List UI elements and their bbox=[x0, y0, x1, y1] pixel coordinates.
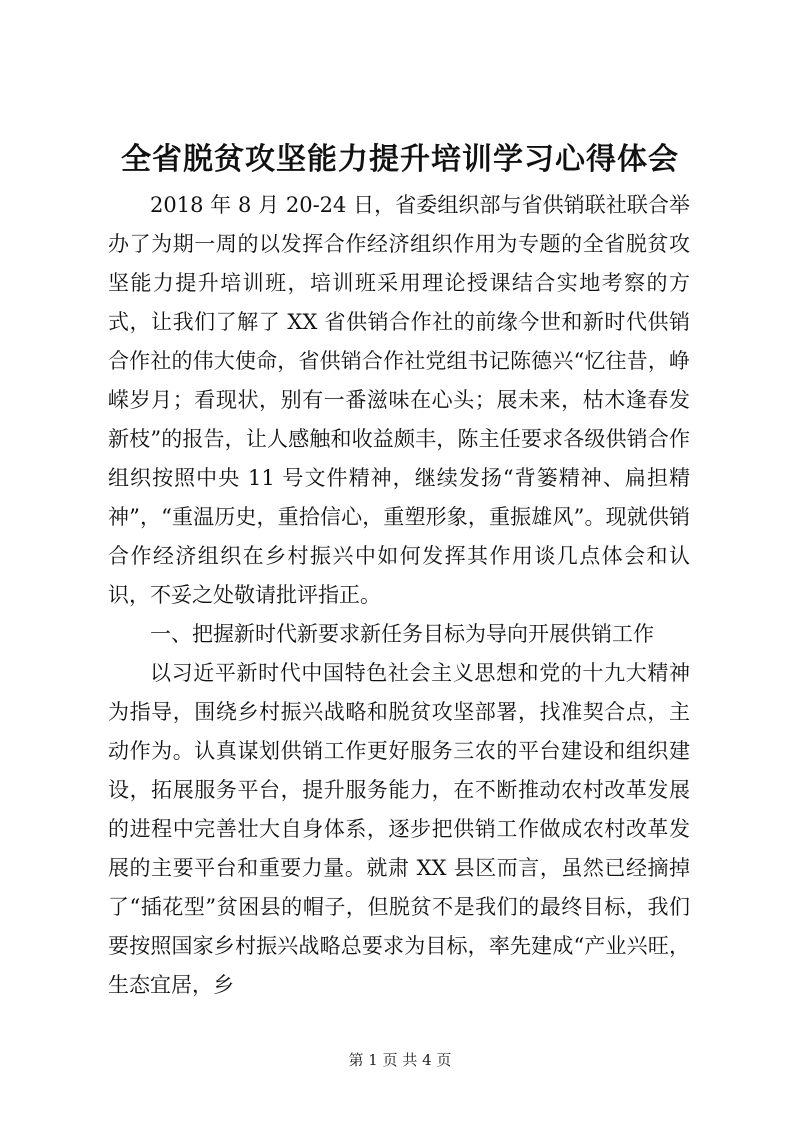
document-title: 全省脱贫攻坚能力提升培训学习心得体会 bbox=[121, 142, 679, 177]
intro-paragraph: 2018 年 8 月 20-24 日，省委组织部与省供销联社联合举办了为期一周的以发挥合作经济组织作用为专题的全省脱贫攻坚能力提升培训班，培训班采用理论授课结合实地考察的方式，让我们了解了 XX 省供销合作社的前缘今世和新时代供销合作社的伟大使命，省供销合作社党组书记陈德兴“忆往昔，峥嵘岁月；看现状，别有一番滋味在心头；展未来，枯木逢春发新枝”的报告，让人感触和收益颇丰，陈主任要求各级供销合作组织按照中央 11 号文件精神，继续发扬“背篓精神、扁担精神”，“重温历史，重拾信心，重塑形象，重振雄风”。现就供销合作经济组织在乡村振兴中如何发挥其作用谈几点体会和认识，不妥之处敬请批评指正。 bbox=[108, 193, 690, 607]
section-heading: 一、把握新时代新要求新任务目标为导向开展供销工作 bbox=[150, 622, 654, 646]
page-footer: 第 1 页 共 4 页 bbox=[348, 1051, 452, 1069]
section-paragraph: 以习近平新时代中国特色社会主义思想和党的十九大精神为指导，围绕乡村振兴战略和脱贫攻坚部署，找准契合点，主动作为。认真谋划供销工作更好服务三农的平台建设和组织建设，拓展服务平台，提升服务能力，在不断推动农村改革发展的进程中完善壮大自身体系，逐步把供销工作做成农村改革发展的主要平台和重要力量。就肃 XX 县区而言，虽然已经摘掉了“插花型”贫困县的帽子，但脱贫不是我们的最终目标，我们要按照国家乡村振兴战略总要求为目标，率先建成“产业兴旺，生态宜居，乡 bbox=[108, 661, 690, 997]
document-body bbox=[108, 186, 690, 1005]
